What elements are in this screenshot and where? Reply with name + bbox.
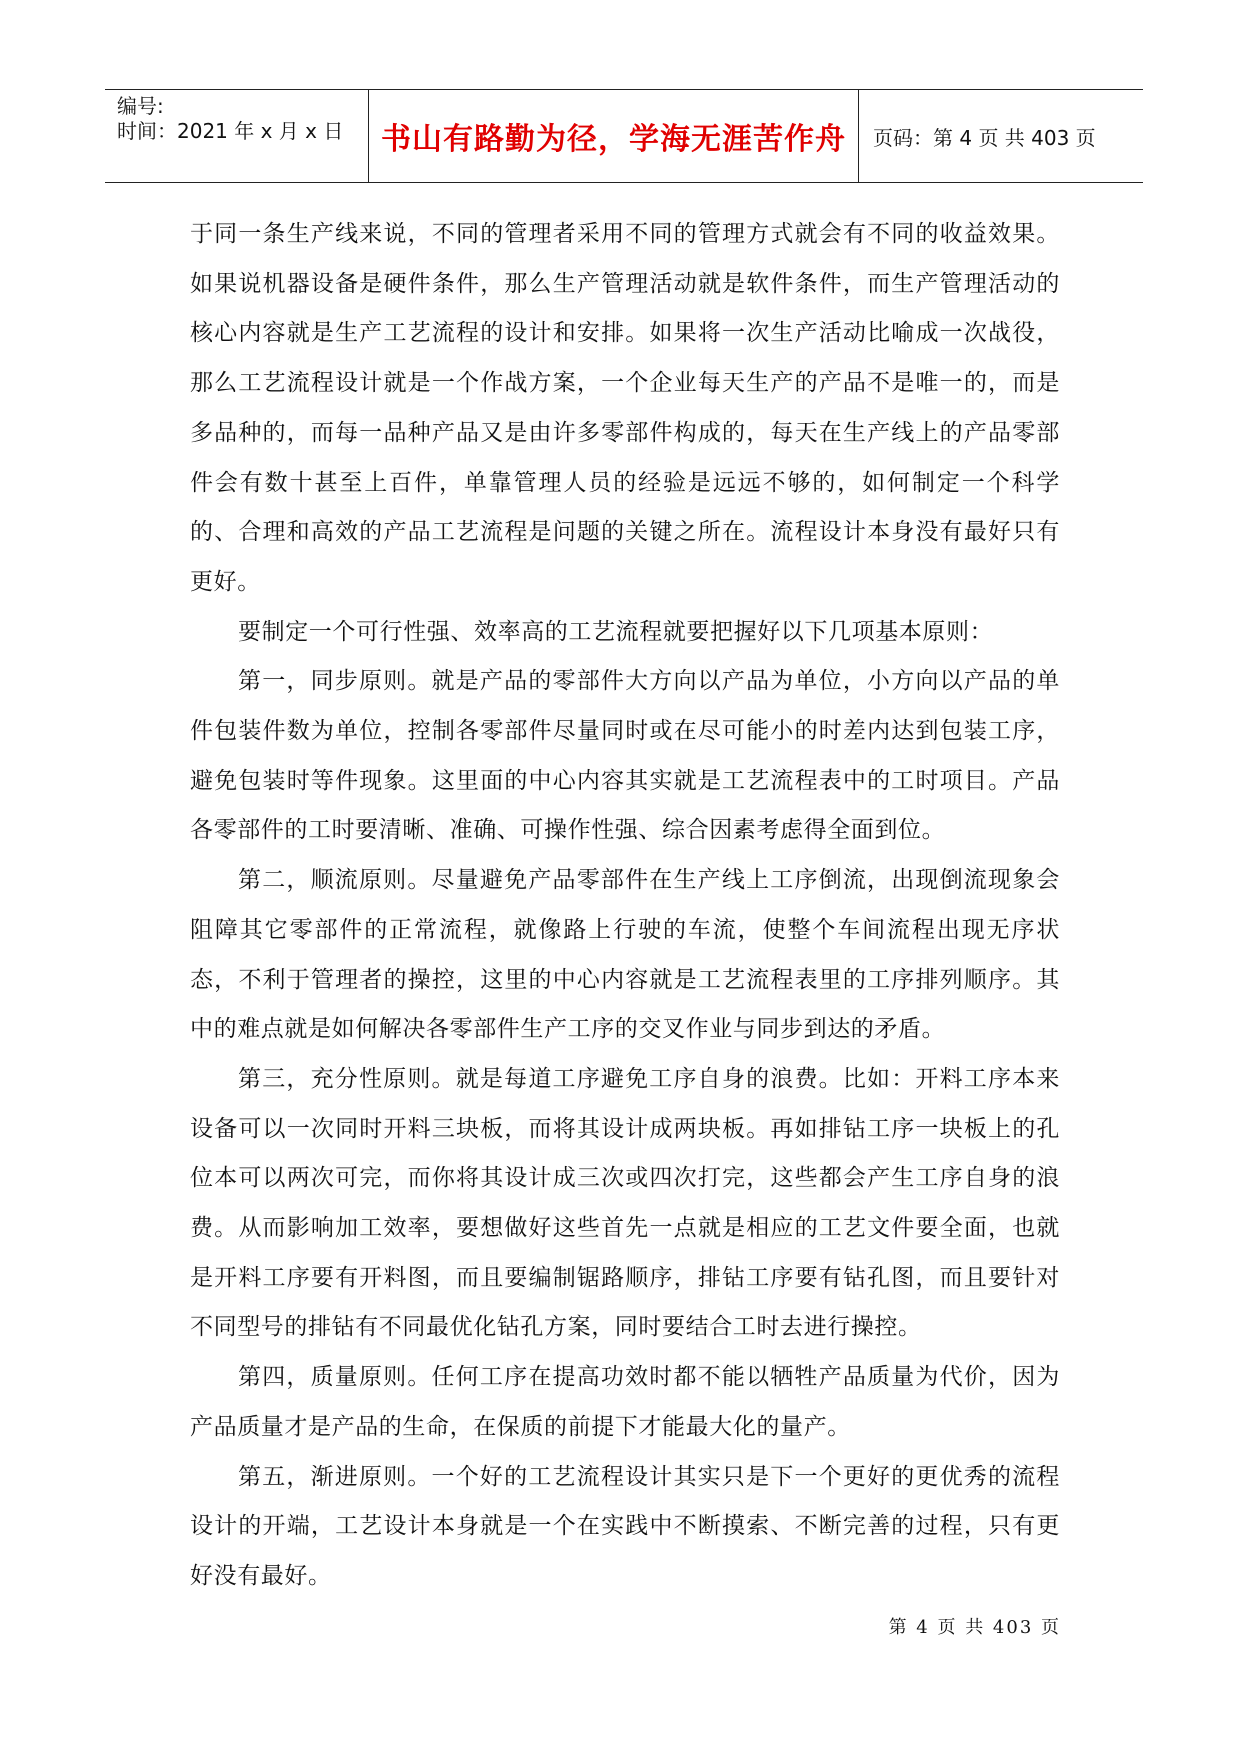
page-code-text: 页码：第 4 页 共 403 页 <box>873 125 1096 150</box>
motto-text: 书山有路勤为径，学海无涯苦作舟 <box>381 122 846 157</box>
page-footer <box>889 1613 1061 1639</box>
paragraph-continuation: 于同一条生产线来说，不同的管理者采用不同的管理方式就会有不同的收益效果。如果说机器设备是硬件条件，那么生产管理活动就是软件条件，而生产管理活动的核心内容就是生产工艺流程的设计和安排。如果将一次生产活动比喻成一次战役，那么工艺流程设计就是一个作战方案，一个企业每天生产的产品不是唯一的，而是多品种的，而每一品种产品又是由许多零部件构成的，每天在生产线上的产品零部件会有数十甚至上百件，单靠管理人员的经验是远远不够的，如何制定一个科学的、合理和高效的产品工艺流程是问题的关键之所在。流程设计本身没有最好只有更好。 <box>190 221 1060 595</box>
paragraph-principle-sync: 第一，同步原则。就是产品的零部件大方向以产品为单位，小方向以产品的单件包装件数为单位，控制各零部件尽量同时或在尽可能小的时差内达到包装工序，避免包装时等件现象。这里面的中心内容其实就是工艺流程表中的工时项目。产品各零部件的工时要清晰、准确、可操作性强、综合因素考虑得全面到位。 <box>190 668 1060 844</box>
paragraph-principle-quality: 第四，质量原则。任何工序在提高功效时都不能以牺牲产品质量为代价，因为产品质量才是产品的生命，在保质的前提下才能最大化的量产。 <box>190 1364 1060 1440</box>
document-time: 时间：2021 年 x 月 x 日 <box>117 119 344 143</box>
header-meta <box>105 90 369 182</box>
footer-page-number: 第 4 页 共 403 页 <box>888 1617 1061 1638</box>
paragraph-principle-flow: 第二，顺流原则。尽量避免产品零部件在生产线上工序倒流，出现倒流现象会阻障其它零部件的正常流程，就像路上行驶的车流，使整个车间流程出现无序状态，不利于管理者的操控，这里的中心内容就是工艺流程表里的工序排列顺序。其中的难点就是如何解决各零部件生产工序的交叉作业与同步到达的矛盾。 <box>190 867 1060 1043</box>
paragraph-principle-sufficiency: 第三，充分性原则。就是每道工序避免工序自身的浪费。比如：开料工序本来设备可以一次同时开料三块板，而将其设计成两块板。再如排钻工序一块板上的孔位本可以两次可完，而你将其设计成三次或四次打完，这些都会产生工序自身的浪费。从而影响加工效率，要想做好这些首先一点就是相应的工艺文件要全面，也就是开料工序要有开料图，而且要编制锯路顺序，排钻工序要有钻孔图，而且要针对不同型号的排钻有不同最优化钻孔方案，同时要结合工时去进行操控。 <box>190 1065 1060 1341</box>
header-motto <box>369 90 859 182</box>
page-header <box>105 89 1143 183</box>
header-page-code <box>859 90 1143 182</box>
document-number: 编号: <box>117 94 164 118</box>
paragraph-principle-progressive: 第五，渐进原则。一个好的工艺流程设计其实只是下一个更好的更优秀的流程设计的开端，工艺设计本身就是一个在实践中不断摸索、不断完善的过程，只有更好没有最好。 <box>190 1463 1060 1589</box>
paragraph-principles-intro: 要制定一个可行性强、效率高的工艺流程就要把握好以下几项基本原则： <box>238 618 994 645</box>
document-body <box>190 210 1060 1602</box>
